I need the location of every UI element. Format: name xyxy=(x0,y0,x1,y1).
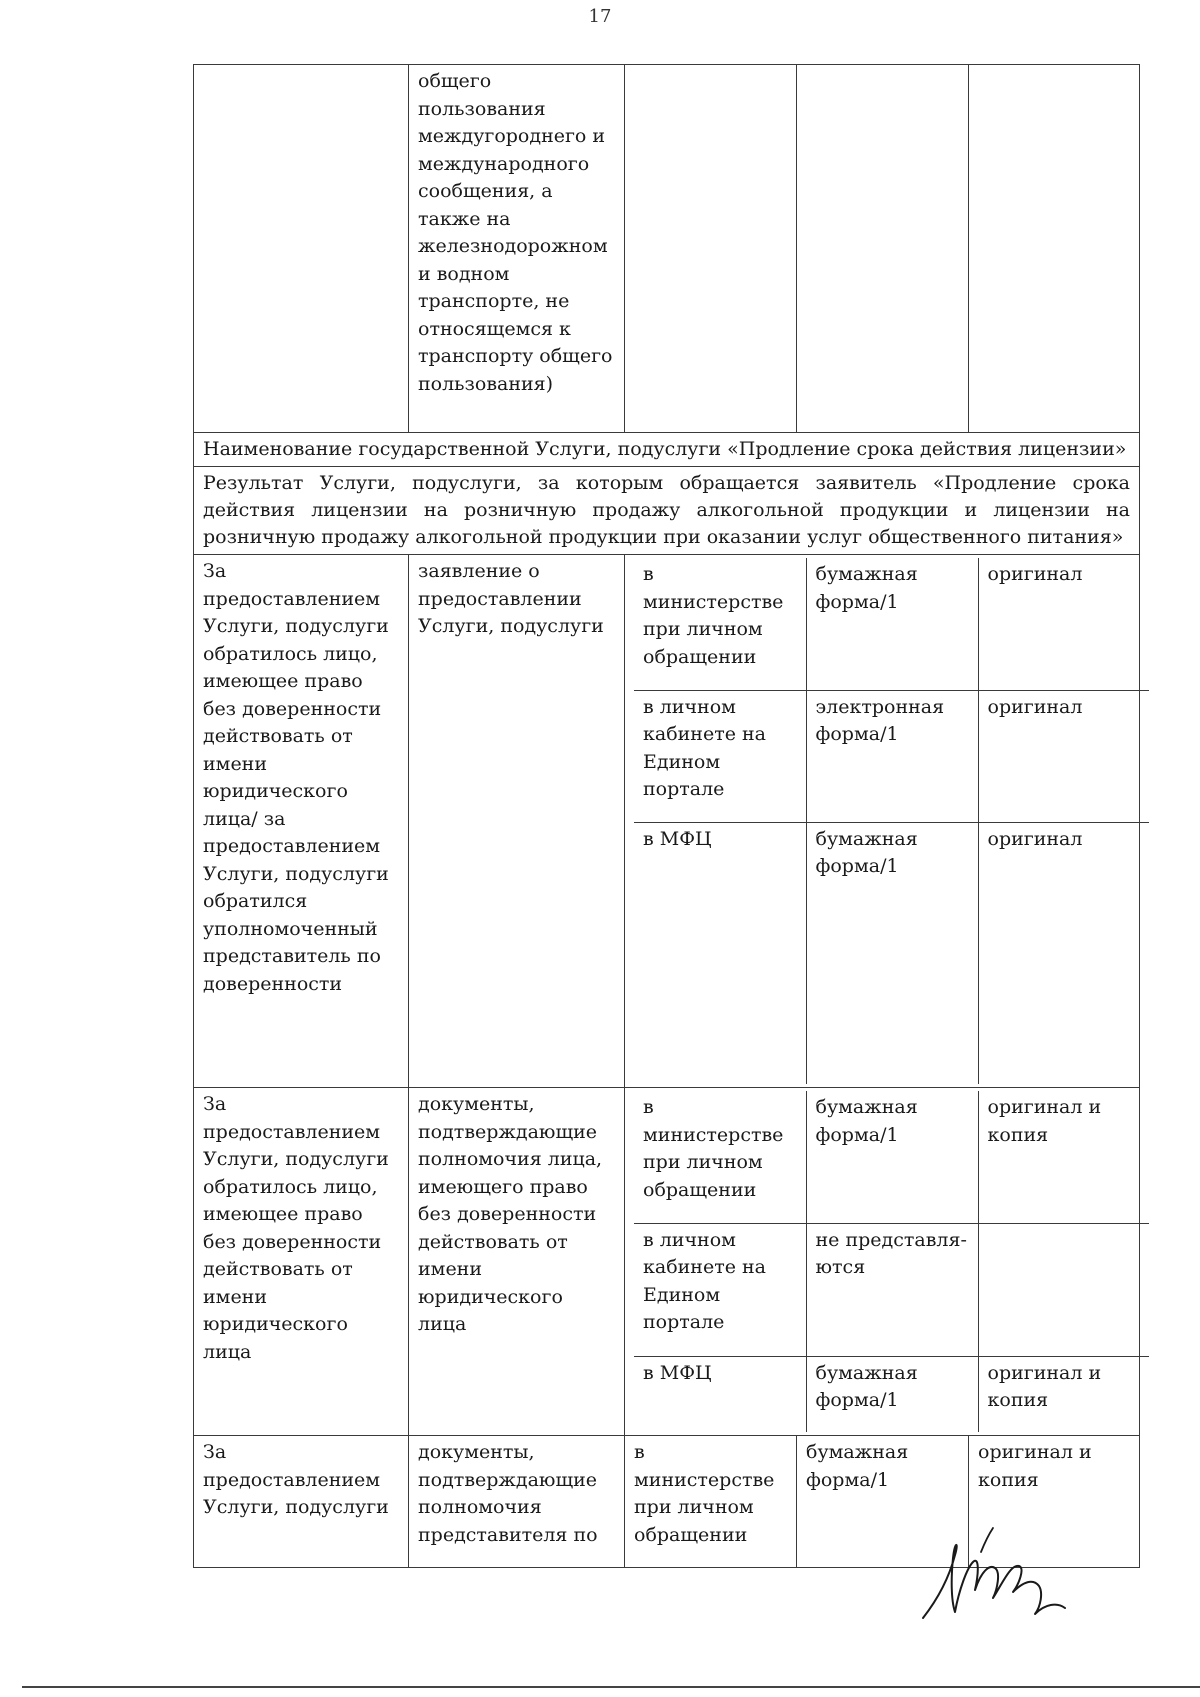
submission-options xyxy=(625,555,1140,1088)
document-table xyxy=(193,64,1140,1568)
submission-table xyxy=(634,1091,1149,1432)
form-cell: бумажная форма/1 xyxy=(806,822,978,1084)
type-cell: оригинал xyxy=(978,558,1149,690)
table-row xyxy=(634,1356,1149,1432)
channel-cell: в МФЦ xyxy=(634,822,806,1084)
table-row xyxy=(634,558,1149,690)
form-cell: бумажная форма/1 xyxy=(806,558,978,690)
handwritten-signature xyxy=(915,1520,1075,1630)
form-cell: бумажная форма/1 xyxy=(797,1436,969,1568)
channel-cell: в МФЦ xyxy=(634,1356,806,1432)
type-cell xyxy=(978,1223,1149,1356)
applicant-cell: За предоставлением Услуги, подуслуги обратилось лицо, имеющее право без доверенности действовать от имени юридического лица xyxy=(194,1088,409,1436)
service-result: Результат Услуги, подуслуги, за которым обращается заявитель «Продление срока действия лицензии на розничную продажу алкогольной продукции и лицензии на розничную продажу алкогольной продукции при оказании услуг общественного питания» xyxy=(194,467,1140,555)
channel-cell: в министерстве при личном обращении xyxy=(634,558,806,690)
form-cell: не представля-ются xyxy=(806,1223,978,1356)
form-cell: электронная форма/1 xyxy=(806,690,978,822)
page-bottom-rule xyxy=(22,1686,1200,1688)
document-cell: документы, подтверждающие полномочия лица, имеющего право без доверенности действовать от имени юридического лица xyxy=(409,1088,625,1436)
type-cell: оригинал xyxy=(987,827,1083,850)
table-row xyxy=(194,555,1140,1088)
table-row xyxy=(194,433,1140,467)
page-number: 17 xyxy=(588,6,612,27)
applicant-cell: За предоставлением Услуги, подуслуги обратилось лицо, имеющее право без доверенности действовать от имени юридического лица/ за предоставлением Услуги, подуслуги обратился уполномоченный представитель по доверенности xyxy=(194,555,409,1088)
cell-empty xyxy=(797,65,969,433)
form-cell: бумажная форма/1 xyxy=(806,1091,978,1223)
document-cell: документы, подтверждающие полномочия представителя по xyxy=(409,1436,625,1568)
type-cell: оригинал xyxy=(978,690,1149,822)
cell-empty xyxy=(969,65,1140,433)
table-row xyxy=(194,1088,1140,1436)
table-row xyxy=(634,690,1149,822)
table-row xyxy=(194,65,1140,433)
applicant-cell: За предоставлением Услуги, подуслуги xyxy=(194,1436,409,1568)
type-cell: оригинал и копия xyxy=(969,1436,1140,1568)
cell-empty xyxy=(194,65,409,433)
service-name: Наименование государственной Услуги, подуслуги «Продление срока действия лицензии» xyxy=(194,433,1140,467)
table-row xyxy=(634,1091,1149,1223)
cell-empty xyxy=(625,65,797,433)
table-row xyxy=(194,467,1140,555)
channel-cell: в министерстве при личном обращении xyxy=(634,1091,806,1223)
channel-cell: в личном кабинете на Едином портале xyxy=(634,1223,806,1356)
channel-cell: в личном кабинете на Едином портале xyxy=(634,690,806,822)
type-cell: оригинал и копия xyxy=(987,1361,1102,1411)
document-cell: заявление о предоставлении Услуги, подуслуги xyxy=(409,555,625,1088)
submission-table xyxy=(634,558,1149,1084)
table-row xyxy=(634,822,1149,1084)
submission-options xyxy=(625,1088,1140,1436)
table-cell: общего пользования междугороднего и международного сообщения, а также на железнодорожном и водном транспорте, не относящемся к транспорту общего пользования) xyxy=(409,65,625,433)
table-row xyxy=(634,1223,1149,1356)
form-cell: бумажная форма/1 xyxy=(806,1356,978,1432)
channel-cell: в министерстве при личном обращении xyxy=(625,1436,797,1568)
type-cell: оригинал и копия xyxy=(978,1091,1149,1223)
